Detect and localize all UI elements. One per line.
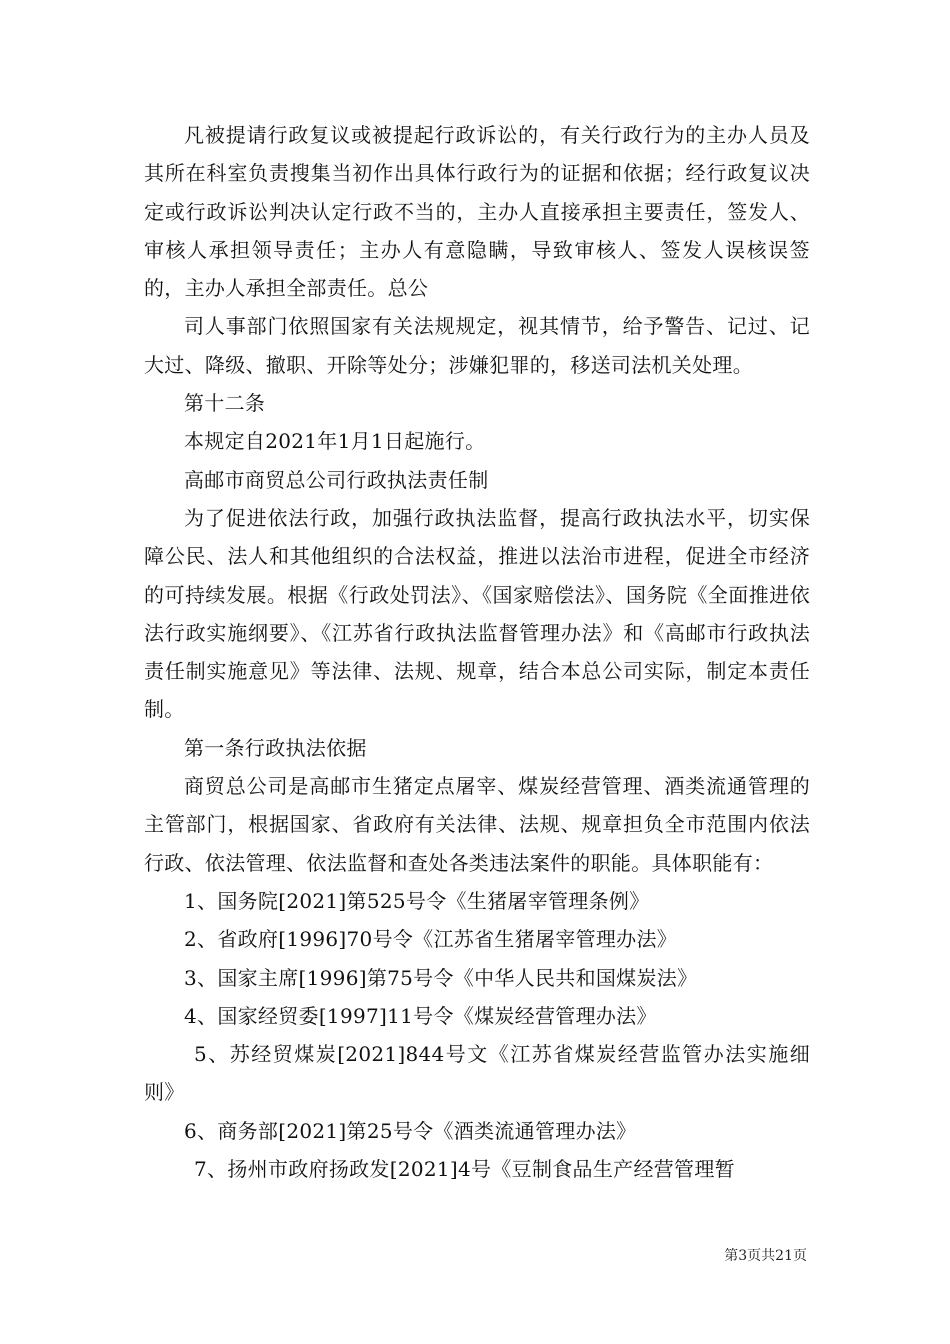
page-number: 第3页共21页 <box>724 1248 807 1264</box>
section-title: 高邮市商贸总公司行政执法责任制 <box>184 467 489 492</box>
article-one-heading: 第一条行政执法依据 <box>184 735 367 760</box>
list-item: 7、扬州市政府扬政发[2021]4号《豆制食品生产经营管理暂 <box>194 1157 735 1182</box>
document-body <box>144 116 810 1188</box>
article-twelve-heading: 第十二条 <box>184 391 266 416</box>
list-item: 5、苏经贸煤炭[2021]844号文《江苏省煤炭经营监管办法实施细则》 <box>144 1042 810 1105</box>
paragraph-purpose: 为了促进依法行政，加强行政执法监督，提高行政执法水平，切实保障公民、法人和其他组织的合法权益，推进以法治市进程，促进全市经济的可持续发展。根据《行政处罚法》、《国家赔偿法》、国务院《全面推进依法行政实施纲要》、《江苏省行政执法监督管理办法》和《高邮市行政执法责任制实施意见》等法律、法规、规章，结合本总公司实际，制定本责任制。 <box>144 505 810 722</box>
paragraph-functions: 商贸总公司是高邮市生猪定点屠宰、煤炭经营管理、酒类流通管理的主管部门，根据国家、省政府有关法律、法规、规章担负全市范围内依法行政、依法管理、依法监督和查处各类违法案件的职能。具体职能有： <box>144 774 810 875</box>
list-item: 2、省政府[1996]70号令《江苏省生猪屠宰管理办法》 <box>184 927 678 952</box>
list-item: 1、国务院[2021]第525号令《生猪屠宰管理条例》 <box>184 888 650 913</box>
list-item: 4、国家经贸委[1997]11号令《煤炭经营管理办法》 <box>184 1003 657 1028</box>
paragraph-effective-date: 本规定自2021年1月1日起施行。 <box>184 429 486 454</box>
paragraph-hr-penalties: 司人事部门依照国家有关法规规定，视其情节，给予警告、记过、记大过、降级、撤职、开除等处分；涉嫌犯罪的，移送司法机关处理。 <box>144 314 810 377</box>
paragraph-admin-review-liability: 凡被提请行政复议或被提起行政诉讼的，有关行政行为的主办人员及其所在科室负责搜集当初作出具体行政行为的证据和依据；经行政复议决定或行政诉讼判决认定行政不当的，主办人直接承担主要责任，签发人、审核人承担领导责任；主办人有意隐瞒，导致审核人、签发人误核误签的，主办人承担全部责任。总公 <box>144 123 810 301</box>
list-item: 6、商务部[2021]第25号令《酒类流通管理办法》 <box>184 1118 637 1143</box>
list-item: 3、国家主席[1996]第75号令《中华人民共和国煤炭法》 <box>184 965 698 990</box>
